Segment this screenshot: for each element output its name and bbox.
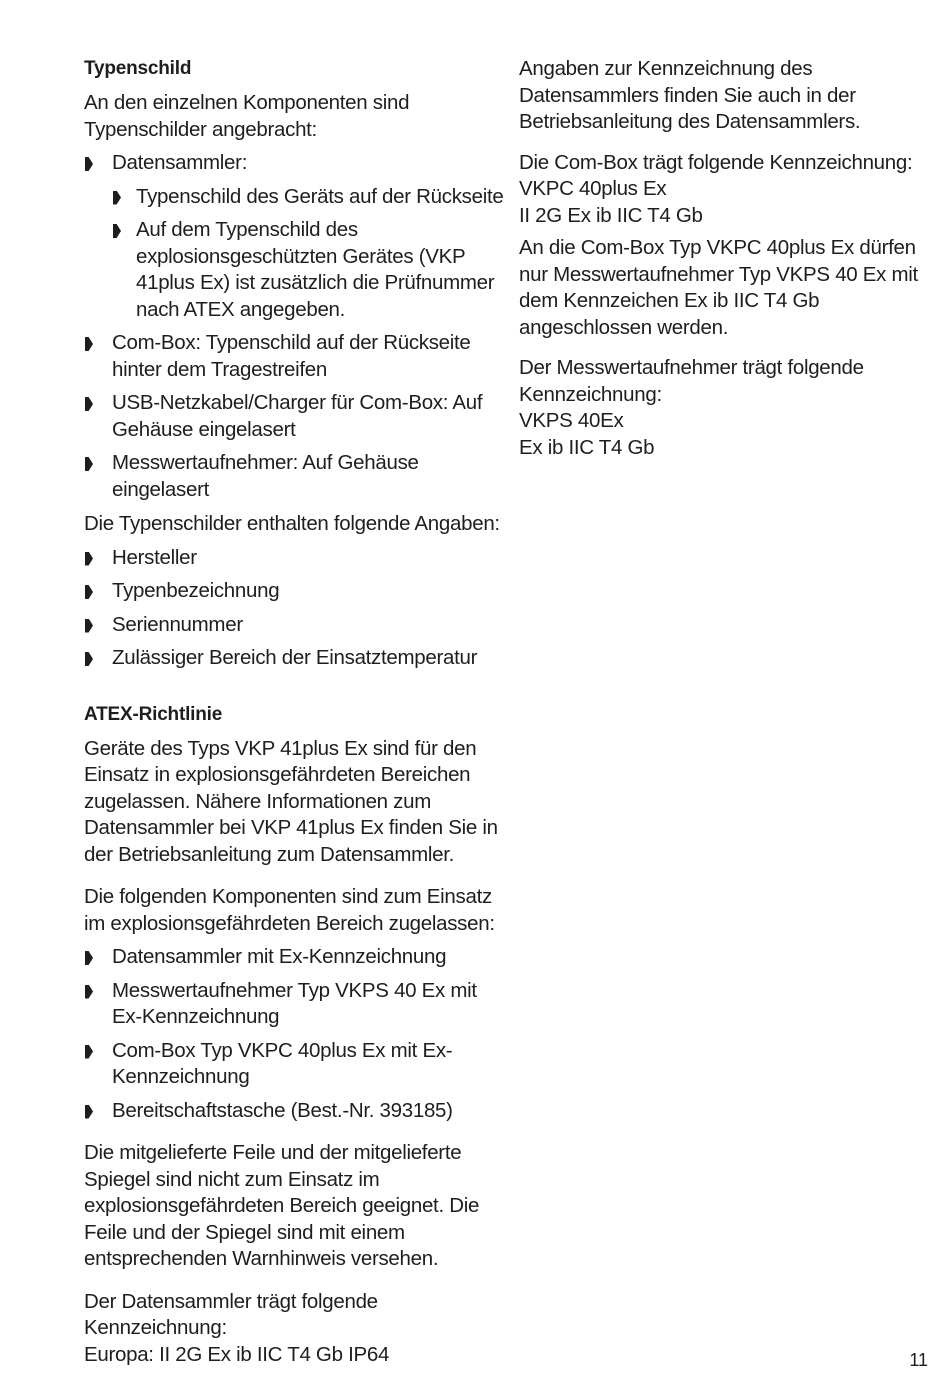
combox-marking-code: II 2G Ex ib IIC T4 Gb	[519, 203, 703, 227]
typenschild-contents-list	[84, 545, 504, 672]
typenschild-intro: An den einzelnen Komponenten sind Typenschilder angebracht:	[84, 91, 410, 141]
list-item: Zulässiger Bereich der Einsatztemperatur	[84, 645, 504, 672]
atex-marking-europe: Europa: II 2G Ex ib IIC T4 Gb IP64	[84, 1342, 390, 1366]
left-column	[84, 56, 504, 1375]
atex-paragraph-3: Die mitgelieferte Feile und der mitgelieferte Spiegel sind nicht zum Einsatz im explosionsgefährdeten Bereich geeignet. Die Feile und der Spiegel sind mit einem entsprechenden Warnhinweis versehen.	[84, 1141, 480, 1270]
datensammler-sublist	[112, 184, 504, 324]
list-item: Messwertaufnehmer: Auf Gehäuse eingelasert	[84, 450, 504, 503]
atex-paragraph-4	[84, 1289, 504, 1369]
page-number: 11	[909, 1350, 928, 1370]
sensor-marking-type: VKPS 40Ex	[519, 409, 624, 432]
atex-marking-intro: Der Datensammler trägt folgende Kennzeichnung:	[84, 1289, 378, 1339]
combox-marking-intro: Die Com-Box trägt folgende Kennzeichnung:	[519, 150, 913, 174]
typenschild-list	[84, 150, 504, 503]
combox-marking-type: VKPC 40plus Ex	[519, 177, 667, 200]
list-item: Datensammler mit Ex-Kennzeichnung	[84, 944, 504, 971]
list-item: Messwertaufnehmer Typ VKPS 40 Ex mit Ex-Kennzeichnung	[84, 978, 504, 1031]
right-column	[519, 56, 919, 475]
list-item: Seriennummer	[84, 612, 504, 639]
combox-marking	[519, 150, 919, 230]
list-item: Com-Box Typ VKPC 40plus Ex mit Ex-Kennzeichnung	[84, 1038, 504, 1091]
list-item: Com-Box: Typenschild auf der Rückseite hinter dem Tragestreifen	[84, 330, 504, 383]
right-paragraph-3: An die Com-Box Typ VKPC 40plus Ex dürfen nur Messwertaufnehmer Typ VKPS 40 Ex mit dem Kennzeichen Ex ib IIC T4 Gb angeschlossen werden.	[519, 236, 918, 339]
atex-paragraph-2: Die folgenden Komponenten sind zum Einsatz im explosionsgefährdeten Bereich zugelassen:	[84, 885, 495, 935]
sublist-item: Typenschild des Geräts auf der Rückseite	[112, 184, 504, 211]
list-item-datensammler	[84, 150, 504, 323]
sensor-marking-code: Ex ib IIC T4 Gb	[519, 435, 655, 459]
sensor-marking	[519, 355, 919, 461]
list-item: Bereitschaftstasche (Best.-Nr. 393185)	[84, 1098, 504, 1125]
sublist-item: Auf dem Typenschild des explosionsgeschützten Gerätes (VKP 41plus Ex) ist zusätzlich die Prüfnummer nach ATEX angegeben.	[112, 217, 504, 323]
list-item: USB-Netzkabel/Charger für Com-Box: Auf Gehäuse eingelasert	[84, 390, 504, 443]
list-item: Typenbezeichnung	[84, 578, 504, 605]
typenschild-contents-intro: Die Typenschilder enthalten folgende Angaben:	[84, 512, 500, 535]
section-heading-atex: ATEX-Richtlinie	[84, 703, 223, 725]
section-heading-typenschild: Typenschild	[84, 58, 192, 79]
atex-paragraph-1: Geräte des Typs VKP 41plus Ex sind für den Einsatz in explosionsgefährdeten Bereichen zugelassen. Nähere Informationen zum Datensammler bei VKP 41plus Ex finden Sie in der Betriebsanleitung zum Datensammler.	[84, 736, 498, 866]
list-item: Hersteller	[84, 545, 504, 572]
right-paragraph-1: Angaben zur Kennzeichnung des Datensammlers finden Sie auch in der Betriebsanleitung des Datensammlers.	[519, 57, 861, 133]
sensor-marking-intro: Der Messwertaufnehmer trägt folgende Kennzeichnung:	[519, 356, 864, 406]
list-item-label: Datensammler:	[112, 151, 248, 174]
atex-components-list	[84, 944, 504, 1124]
